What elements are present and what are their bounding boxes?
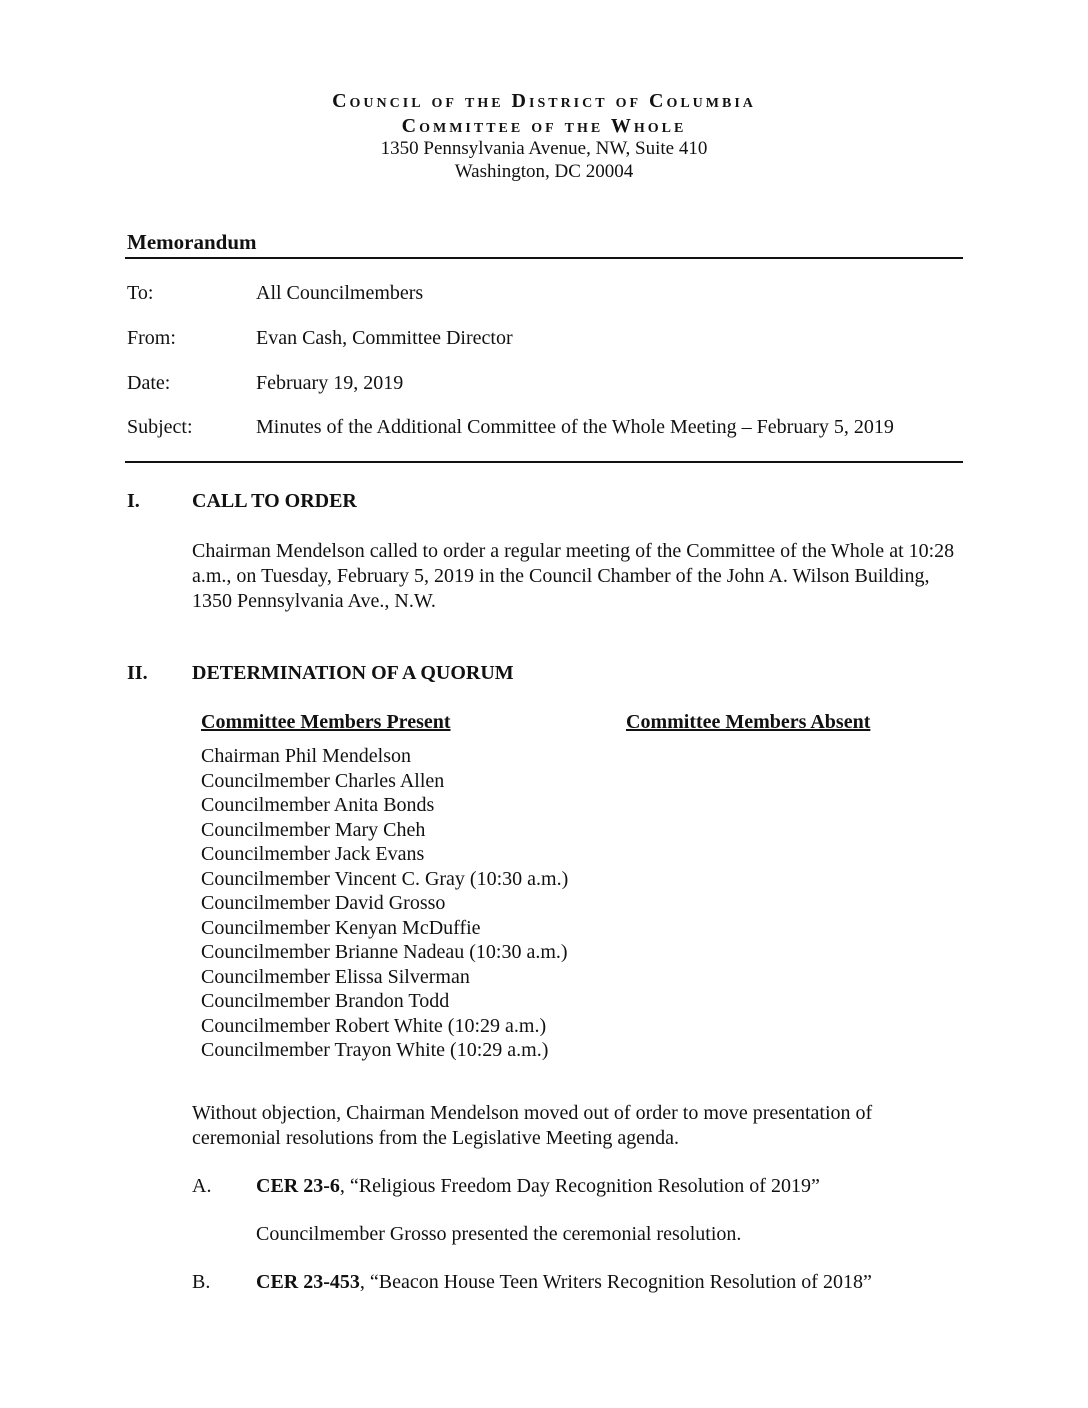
date-value: February 19, 2019 (256, 372, 404, 394)
item-b-line (256, 1271, 872, 1294)
from-label: From: (127, 327, 176, 349)
to-label: To: (127, 282, 154, 304)
date-label: Date: (127, 372, 171, 394)
item-a-letter: A. (192, 1175, 212, 1197)
present-member: Councilmember David Grosso (201, 892, 446, 914)
letterhead-address: 1350 Pennsylvania Avenue, NW, Suite 410 (380, 138, 708, 159)
present-member: Councilmember Jack Evans (201, 843, 425, 865)
section-1-body: Chairman Mendelson called to order a regular meeting of the Committee of the Whole at 10:28 a.m., on Tuesday, February 5, 2019 in the Council Chamber of the John A. Wilson Building, 1350 Pennsylvania Ave., N.W. (192, 540, 955, 612)
letterhead-council: Council of the District of Columbia (332, 90, 756, 112)
letterhead-city: Washington, DC 20004 (454, 161, 634, 182)
section-1-title: CALL TO ORDER (192, 490, 357, 512)
present-member: Councilmember Brianne Nadeau (10:30 a.m.) (201, 941, 568, 963)
item-a-line (256, 1175, 820, 1198)
present-member: Councilmember Elissa Silverman (201, 965, 470, 988)
top-divider (125, 257, 963, 259)
present-header: Committee Members Present (201, 711, 451, 733)
letterhead-committee: Committee of the Whole (401, 115, 687, 137)
present-member: Councilmember Trayon White (10:29 a.m.) (201, 1039, 549, 1061)
present-member: Councilmember Charles Allen (201, 769, 445, 792)
item-b-title: , “Beacon House Teen Writers Recognition Resolution of 2018” (359, 1271, 872, 1293)
item-b-letter: B. (192, 1271, 211, 1293)
absent-header: Committee Members Absent (626, 711, 871, 733)
present-member: Councilmember Anita Bonds (201, 794, 435, 816)
section-2-note: Without objection, Chairman Mendelson moved out of order to move presentation of ceremonial resolutions from the Legislative Meeting agenda. (192, 1102, 873, 1149)
from-value: Evan Cash, Committee Director (256, 327, 513, 349)
present-members-list (201, 744, 568, 1063)
section-2-number: II. (127, 662, 148, 684)
item-a-code: CER 23-6 (256, 1175, 340, 1197)
subject-label: Subject: (127, 416, 193, 438)
present-member: Councilmember Mary Cheh (201, 818, 426, 841)
to-value: All Councilmembers (256, 282, 424, 304)
bottom-divider (125, 461, 963, 463)
subject-value: Minutes of the Additional Committee of the Whole Meeting – February 5, 2019 (256, 416, 894, 438)
present-member: Chairman Phil Mendelson (201, 745, 411, 767)
section-1-number: I. (127, 490, 140, 512)
item-a-title: , “Religious Freedom Day Recognition Resolution of 2019” (339, 1175, 820, 1197)
present-member: Councilmember Brandon Todd (201, 990, 450, 1012)
present-member: Councilmember Kenyan McDuffie (201, 916, 481, 939)
item-a-note: Councilmember Grosso presented the ceremonial resolution. (256, 1223, 742, 1245)
present-member: Councilmember Robert White (10:29 a.m.) (201, 1014, 547, 1037)
memo-title: Memorandum (127, 230, 257, 254)
item-b-code: CER 23-453 (256, 1271, 360, 1293)
present-member: Councilmember Vincent C. Gray (10:30 a.m.) (201, 867, 569, 890)
section-2-title: DETERMINATION OF A QUORUM (192, 662, 514, 684)
